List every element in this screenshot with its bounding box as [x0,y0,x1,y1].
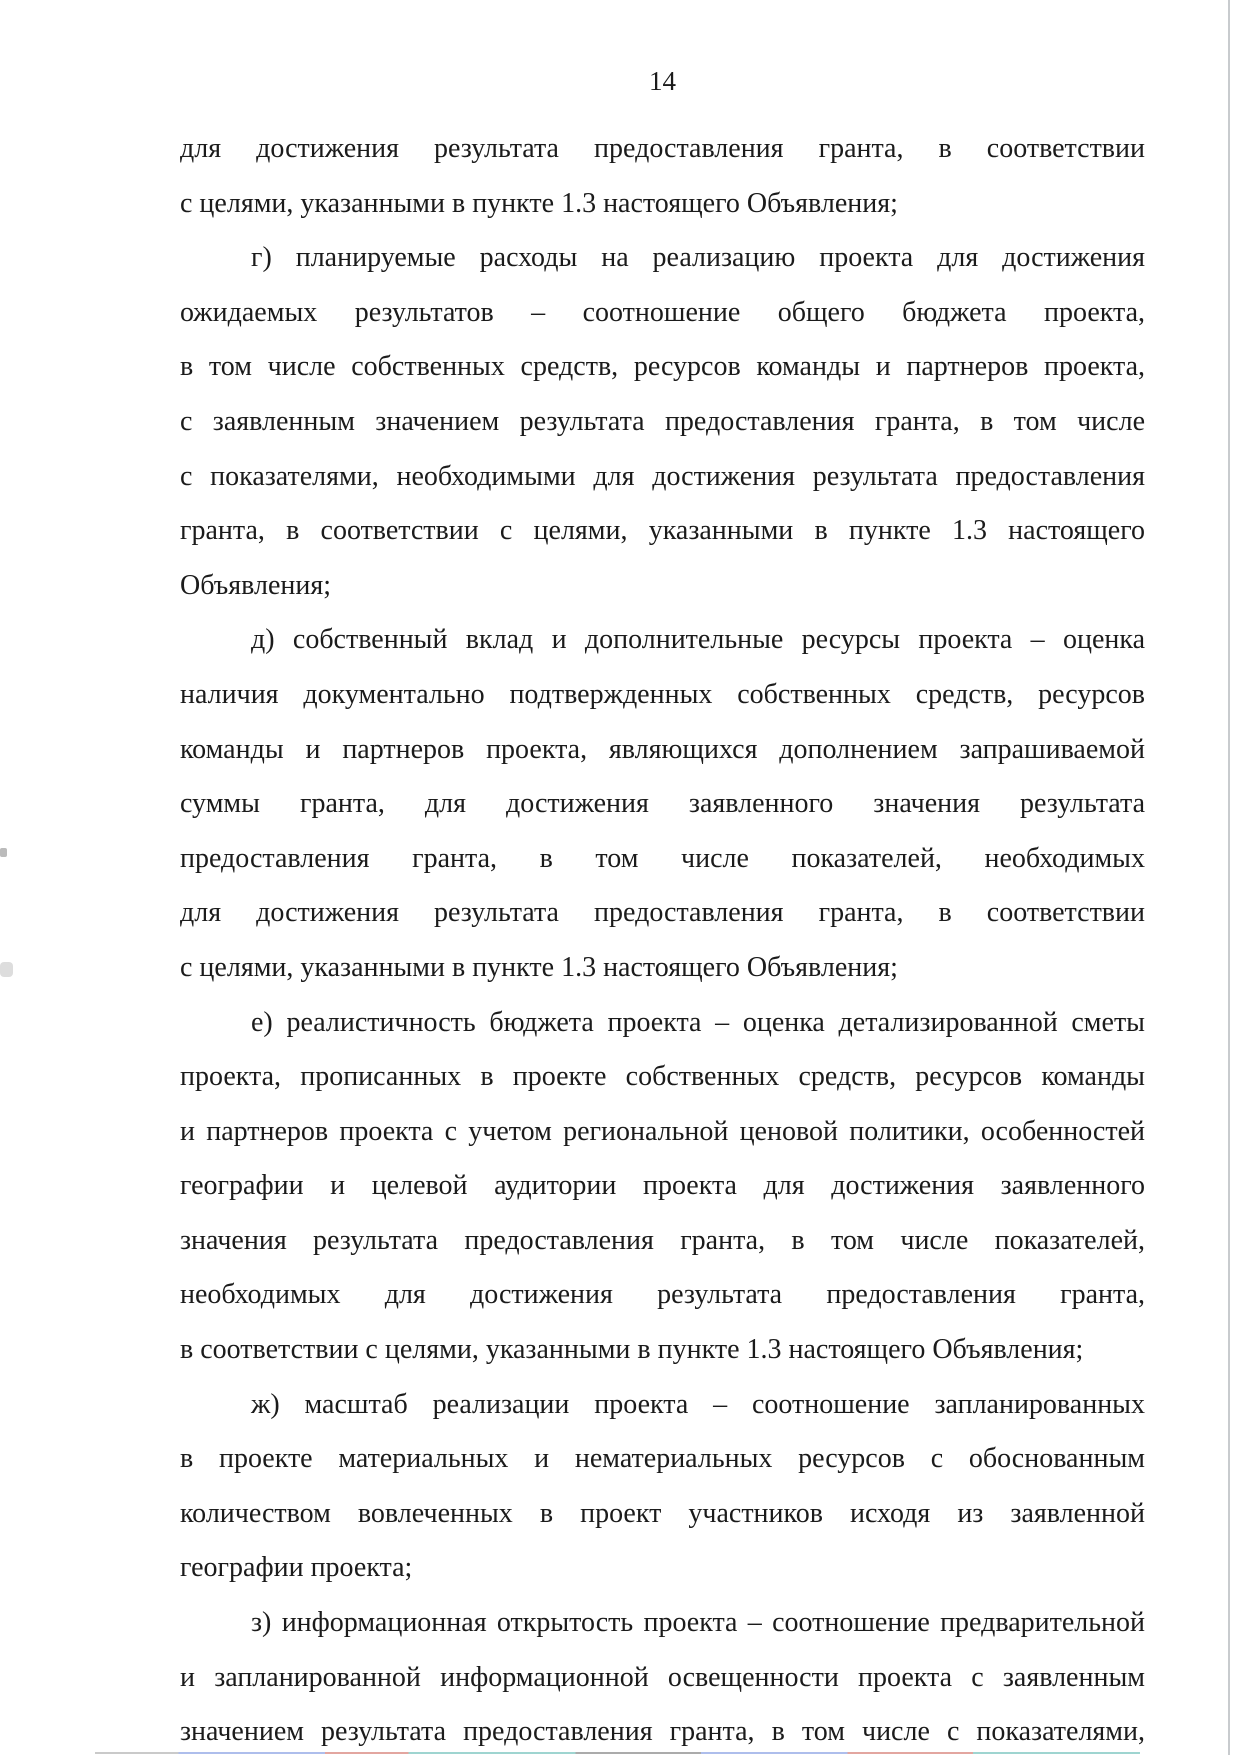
text-line: е) реалистичность бюджета проекта – оценка детализированной сметы [251,1006,1145,1038]
text-line: Объявления; [180,569,332,601]
text-line: с целями, указанными в пункте 1.3 настоящего Объявления; [180,187,898,219]
text-line: для достижения результата предоставления гранта, в соответствии [180,897,1145,929]
text-line: с показателями, необходимыми для достижения результата предоставления [180,460,1145,492]
text-line: с целями, указанными в пункте 1.3 настоящего Объявления; [180,951,898,983]
text-line: з) информационная открытость проекта – соотношение предварительной [251,1607,1145,1639]
document-body [180,122,1145,1755]
text-line: предоставления гранта, в том числе показателей, необходимых [180,842,1145,874]
text-line: ожидаемых результатов – соотношение общего бюджета проекта, [180,296,1145,328]
text-line: и запланированной информационной освещенности проекта с заявленным [180,1661,1145,1693]
text-line: значения результата предоставления гранта, в том числе показателей, [180,1224,1145,1256]
text-line: и партнеров проекта с учетом региональной ценовой политики, особенностей [180,1115,1145,1147]
text-line: в том числе собственных средств, ресурсов команды и партнеров проекта, [180,351,1145,383]
text-line: гранта, в соответствии с целями, указанными в пункте 1.3 настоящего [180,515,1145,547]
scan-speck [0,962,13,977]
text-line: географии и целевой аудитории проекта для достижения заявленного [180,1170,1145,1202]
text-line: наличия документально подтвержденных собственных средств, ресурсов [180,678,1145,710]
text-line: г) планируемые расходы на реализацию проекта для достижения [251,242,1145,274]
scan-edge-line [1228,0,1230,1755]
text-line: команды и партнеров проекта, являющихся дополнением запрашиваемой [180,733,1145,765]
text-line: в соответствии с целями, указанными в пункте 1.3 настоящего Объявления; [180,1334,1084,1366]
scan-speck [0,848,7,857]
text-line: количеством вовлеченных в проект участников исходя из заявленной [180,1497,1145,1529]
text-line: с заявленным значением результата предоставления гранта, в том числе [180,405,1145,437]
text-line: проекта, прописанных в проекте собственных средств, ресурсов команды [180,1061,1145,1093]
page-number: 14 [649,66,676,96]
text-line: ж) масштаб реализации проекта – соотношение запланированных [251,1388,1145,1420]
text-line: в проекте материальных и нематериальных ресурсов с обоснованным [180,1443,1145,1475]
scan-bottom-artifact [95,1752,1140,1754]
text-line: суммы гранта, для достижения заявленного значения результата [180,788,1145,820]
text-line: необходимых для достижения результата предоставления гранта, [180,1279,1145,1311]
text-line: для достижения результата предоставления гранта, в соответствии [180,133,1145,164]
text-line: географии проекта; [180,1552,413,1584]
text-line: д) собственный вклад и дополнительные ресурсы проекта – оценка [251,624,1145,656]
text-line: значением результата предоставления гранта, в том числе с показателями, [180,1716,1145,1748]
